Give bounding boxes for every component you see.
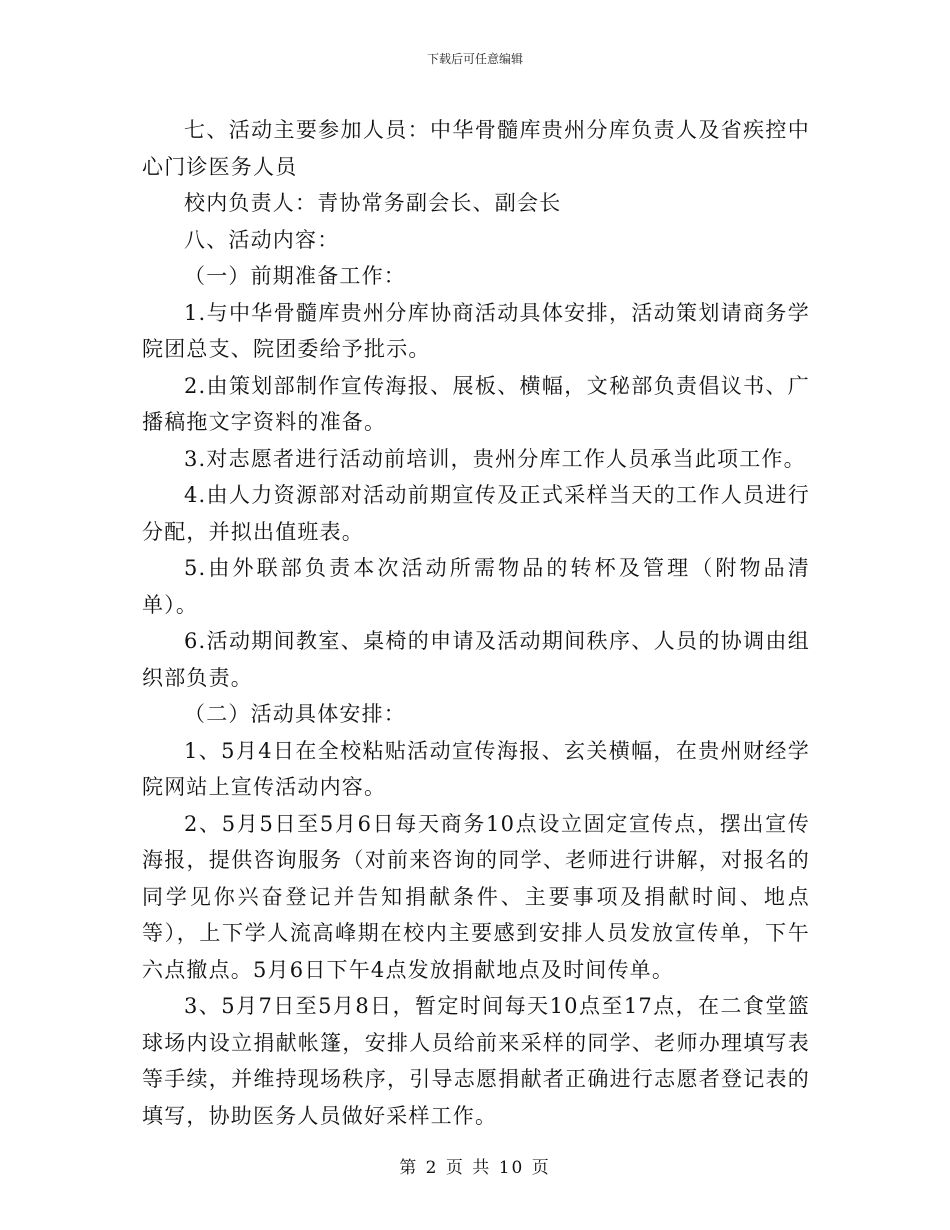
section-heading-content: 八、活动内容：	[184, 227, 340, 252]
subsection-heading-preparation: （一）前期准备工作：	[184, 264, 406, 288]
paragraph-schedule-3: 3、5月7日至5月8日，暂定时间每天10点至17点，在二食堂篮球场内设立捐献帐篷，安排人员给前来采样的同学、老师办理填写表等手续，并维持现场秩序，引导志愿捐献者正确进行志愿者登记表的填写，协助医务人员做好采样工作。	[142, 994, 810, 1128]
paragraph-schedule-2: 2、5月5日至5月6日每天商务10点设立固定宣传点，摆出宣传海报，提供咨询服务（对前来咨询的同学、老师进行讲解，对报名的同学见你兴奋登记并告知捐献条件、主要事项及捐献时间、地点等），上下学人流高峰期在校内主要感到安排人员发放宣传单，下午六点撤点。5月6日下午4点发放捐献地点及时间传单。	[142, 811, 810, 982]
page-number-footer: 第 2 页 共 10 页	[399, 1158, 551, 1178]
paragraph-prep-2: 2.由策划部制作宣传海报、展板、横幅，文秘部负责倡议书、广播稿拖文字资料的准备。	[142, 373, 810, 434]
paragraph-prep-6: 6.活动期间教室、桌椅的申请及活动期间秩序、人员的协调由组织部负责。	[142, 629, 810, 690]
paragraph-prep-1: 1.与中华骨髓库贵州分库协商活动具体安排，活动策划请商务学院团总支、院团委给予批示。	[142, 300, 810, 361]
paragraph-participants: 七、活动主要参加人员：中华骨髓库贵州分库负责人及省疾控中心门诊医务人员	[142, 118, 810, 179]
paragraph-prep-5: 5.由外联部负责本次活动所需物品的转杯及管理（附物品清单）。	[142, 556, 810, 617]
page-header: 下载后可任意编辑	[426, 52, 523, 66]
subsection-heading-schedule: （二）活动具体安排：	[184, 702, 406, 726]
document-body	[142, 112, 810, 1134]
paragraph-schedule-1: 1、5月4日在全校粘贴活动宣传海报、玄关横幅，在贵州财经学院网站上宣传活动内容。	[142, 738, 810, 799]
paragraph-prep-4: 4.由人力资源部对活动前期宣传及正式采样当天的工作人员进行分配，并拟出值班表。	[142, 483, 810, 544]
paragraph-school-leads: 校内负责人：青协常务副会长、副会长	[184, 191, 562, 215]
paragraph-prep-3: 3.对志愿者进行活动前培训，贵州分库工作人员承当此项工作。	[184, 446, 806, 471]
